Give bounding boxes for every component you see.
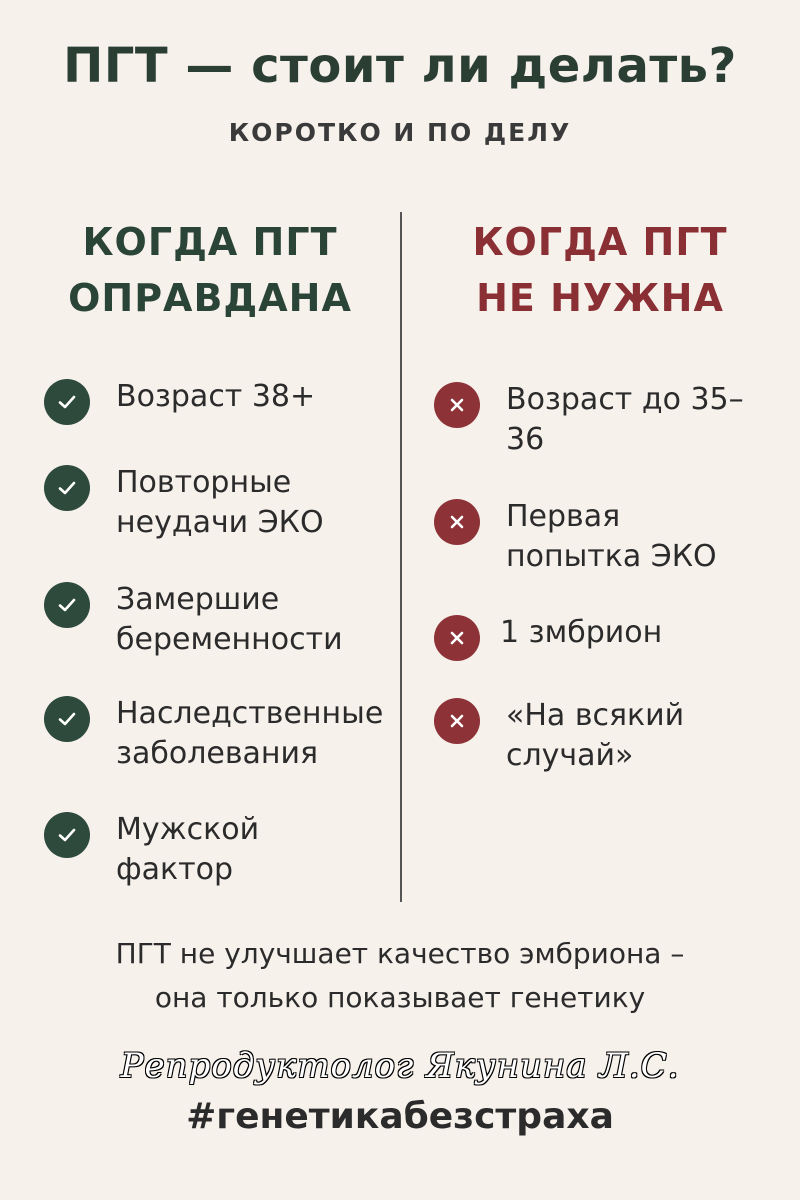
- left-heading-line2: ОПРАВДАНА: [68, 276, 352, 320]
- check-circle-icon: [44, 696, 90, 742]
- right-item-text: [506, 497, 717, 577]
- item-line: «На всякий: [506, 698, 685, 733]
- column-divider: [400, 212, 402, 902]
- item-line: случай»: [506, 738, 634, 773]
- item-line: 36: [506, 422, 545, 457]
- right-heading-line1: КОГДА ПГТ: [472, 220, 728, 264]
- item-line: попытка ЭКО: [506, 539, 717, 574]
- cross-circle-icon: [434, 499, 480, 545]
- left-item: [44, 463, 324, 543]
- right-item-text: [500, 613, 662, 653]
- page-subtitle: КОРОТКО И ПО ДЕЛУ: [228, 118, 572, 147]
- item-line: Возраст 38+: [116, 379, 316, 414]
- left-column-heading: [20, 214, 400, 326]
- footer-note-line2: она только показывает генетику: [154, 981, 646, 1014]
- item-line: Мужской: [116, 812, 260, 847]
- item-line: Первая: [506, 499, 621, 534]
- cross-circle-icon: [434, 698, 480, 744]
- left-item-text: [116, 377, 315, 417]
- right-item-text: [506, 380, 744, 460]
- footer-note-line1: ПГТ не улучшает качество эмбриона –: [115, 937, 685, 970]
- left-item-text: [116, 694, 383, 774]
- footer-note: [0, 932, 800, 1020]
- right-item: [434, 380, 744, 460]
- right-item: [434, 696, 684, 776]
- right-heading-line2: НЕ НУЖНА: [476, 276, 724, 320]
- left-item-text: [116, 810, 259, 890]
- check-circle-icon: [44, 465, 90, 511]
- left-item: [44, 580, 343, 660]
- hashtag: #генетикабезстраха: [186, 1096, 614, 1137]
- item-line: фактор: [116, 852, 234, 887]
- right-column-heading: [400, 214, 800, 326]
- item-line: заболевания: [116, 736, 319, 771]
- item-line: Повторные: [116, 465, 292, 500]
- item-line: 1 змбрион: [500, 615, 663, 650]
- right-item: [434, 497, 717, 577]
- check-circle-icon: [44, 379, 90, 425]
- cross-circle-icon: [434, 615, 480, 661]
- left-item-text: [116, 463, 324, 543]
- item-line: Возраст до 35–: [506, 382, 744, 417]
- item-line: неудачи ЭКО: [116, 505, 324, 540]
- item-line: беременности: [116, 622, 343, 657]
- left-heading-line1: КОГДА ПГТ: [82, 220, 338, 264]
- page-title: ПГТ — стоит ли делать?: [63, 38, 737, 94]
- right-item-text: [506, 696, 684, 776]
- item-line: Замершие: [116, 582, 280, 617]
- item-line: Наследственные: [116, 696, 384, 731]
- left-item: [44, 377, 315, 425]
- left-item: [44, 810, 259, 890]
- left-item: [44, 694, 383, 774]
- check-circle-icon: [44, 812, 90, 858]
- cross-circle-icon: [434, 382, 480, 428]
- left-item-text: [116, 580, 343, 660]
- right-item: [434, 613, 662, 661]
- check-circle-icon: [44, 582, 90, 628]
- author-signature: Репродуктолог Якунина Л.С.: [120, 1046, 680, 1086]
